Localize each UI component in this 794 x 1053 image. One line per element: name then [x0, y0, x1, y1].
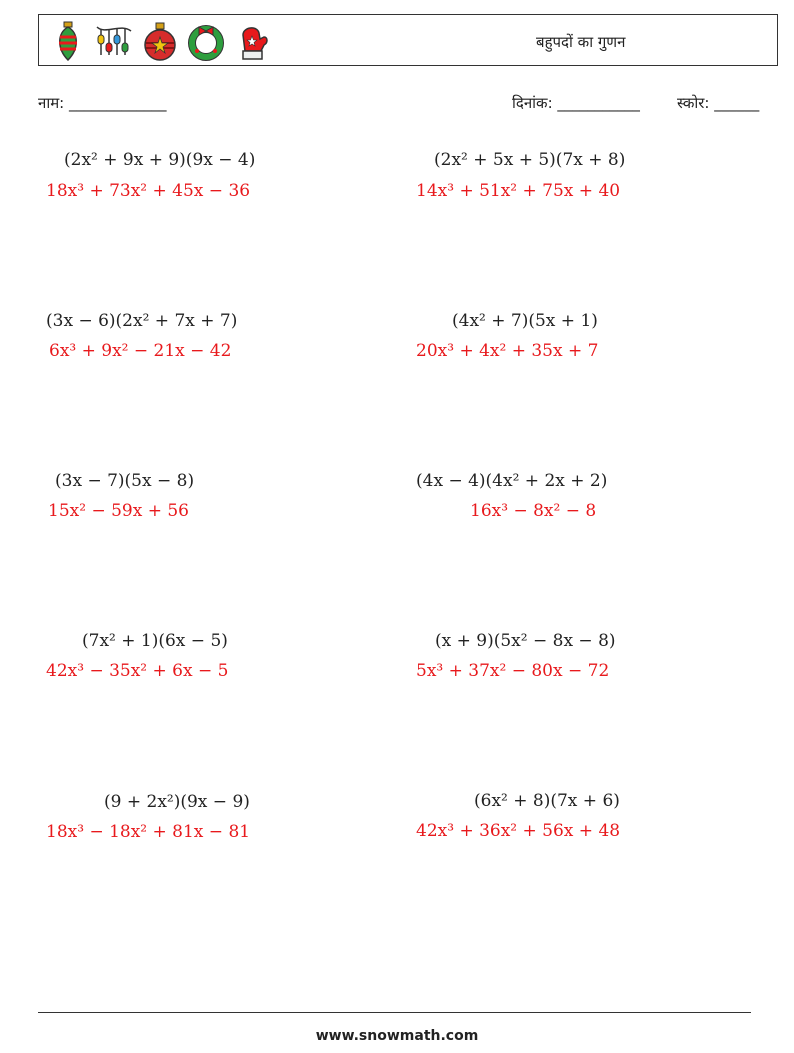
answer-1: 18x³ + 73x² + 45x − 36: [46, 181, 251, 201]
problem-9: (9 + 2x²)(9x − 9): [104, 792, 250, 812]
answer-7: 42x³ − 35x² + 6x − 5: [46, 661, 229, 681]
footer-url[interactable]: www.snowmath.com: [315, 1028, 479, 1044]
answer-8: 5x³ + 37x² − 80x − 72: [416, 661, 610, 681]
score-field: स्कोर: ______: [677, 94, 760, 112]
problem-8: (x + 9)(5x² − 8x − 8): [435, 631, 616, 651]
lights-icon: [95, 21, 133, 61]
bauble-icon: [141, 21, 179, 61]
name-field: नाम: _____________: [38, 94, 167, 112]
answer-3: 6x³ + 9x² − 21x − 42: [49, 341, 232, 361]
ornament-icon: [49, 21, 87, 61]
problem-10: (6x² + 8)(7x + 6): [474, 791, 620, 811]
answer-5: 15x² − 59x + 56: [48, 501, 189, 521]
problem-2: (2x² + 5x + 5)(7x + 8): [434, 150, 626, 170]
header-box: [38, 14, 778, 66]
answer-6: 16x³ − 8x² − 8: [470, 501, 597, 521]
problem-6: (4x − 4)(4x² + 2x + 2): [416, 471, 608, 491]
answer-4: 20x³ + 4x² + 35x + 7: [416, 341, 599, 361]
problem-5: (3x − 7)(5x − 8): [55, 471, 195, 491]
problem-1: (2x² + 9x + 9)(9x − 4): [64, 150, 256, 170]
worksheet-title: बहुपदों का गुणन: [536, 33, 626, 51]
wreath-icon: [187, 21, 225, 61]
date-field: दिनांक: ___________: [512, 94, 640, 112]
answer-2: 14x³ + 51x² + 75x + 40: [416, 181, 621, 201]
answer-9: 18x³ − 18x² + 81x − 81: [46, 822, 251, 842]
answer-10: 42x³ + 36x² + 56x + 48: [416, 821, 621, 841]
problem-7: (7x² + 1)(6x − 5): [82, 631, 228, 651]
footer-divider: [38, 1012, 751, 1013]
problem-3: (3x − 6)(2x² + 7x + 7): [46, 311, 238, 331]
icon-strip: [49, 21, 271, 61]
mitten-icon: [233, 21, 271, 61]
problem-4: (4x² + 7)(5x + 1): [452, 311, 598, 331]
